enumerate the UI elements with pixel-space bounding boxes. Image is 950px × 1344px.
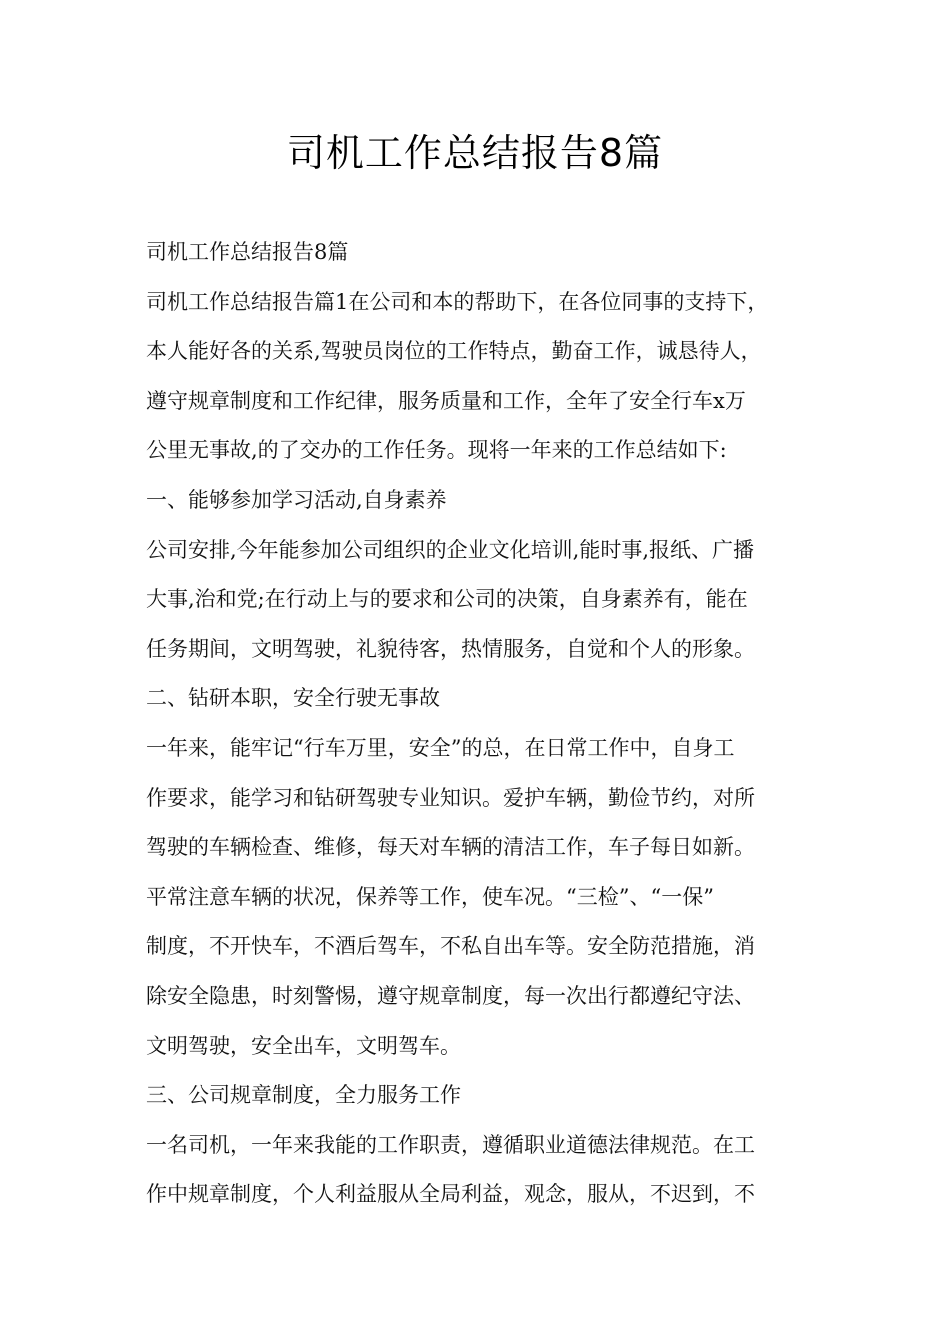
document-body xyxy=(146,228,826,1220)
body-line: 本人能好各的关系,驾驶员岗位的工作特点，勤奋工作，诚恳待人， xyxy=(146,339,762,364)
body-line: 遵守规章制度和工作纪律，服务质量和工作，全年了安全行车x万 xyxy=(146,388,746,413)
body-line: 公里无事故,的了交办的工作任务。现将一年来的工作总结如下: xyxy=(146,438,727,463)
body-line: 制度，不开快车，不酒后驾车，不私自出车等。安全防范措施，消 xyxy=(146,934,755,959)
body-line: 作要求，能学习和钻研驾驶专业知识。爱护车辆，勤俭节约，对所 xyxy=(146,785,755,810)
section-heading: 二、钻研本职，安全行驶无事故 xyxy=(146,686,440,711)
section-heading: 一、能够参加学习活动,自身素养 xyxy=(146,487,447,512)
body-line: 平常注意车辆的状况，保养等工作，使车况。“三检”、“一保” xyxy=(146,884,714,909)
body-line: 驾驶的车辆检查、维修，每天对车辆的清洁工作，车子每日如新。 xyxy=(146,835,755,860)
body-line: 司机工作总结报告8篇 xyxy=(146,240,349,264)
body-line: 司机工作总结报告篇1在公司和本的帮助下，在各位同事的支持下， xyxy=(146,289,769,314)
body-line: 一年来，能牢记“行车万里，安全”的总，在日常工作中，自身工 xyxy=(146,735,735,760)
body-line: 任务期间，文明驾驶，礼貌待客，热情服务，自觉和个人的形象。 xyxy=(146,636,755,661)
body-line: 作中规章制度，个人利益服从全局利益，观念，服从，不迟到，不 xyxy=(146,1182,755,1207)
body-line: 大事,治和党;在行动上与的要求和公司的决策，自身素养有，能在 xyxy=(146,587,748,612)
body-line: 文明驾驶，安全出车，文明驾车。 xyxy=(146,1033,461,1058)
body-line: 公司安排,今年能参加公司组织的企业文化培训,能时事,报纸、广播 xyxy=(146,537,755,562)
section-heading: 三、公司规章制度，全力服务工作 xyxy=(146,1083,461,1108)
document-title: 司机工作总结报告8篇 xyxy=(286,131,664,175)
body-line: 一名司机，一年来我能的工作职责，遵循职业道德法律规范。在工 xyxy=(146,1132,755,1157)
body-line: 除安全隐患，时刻警惕，遵守规章制度，每一次出行都遵纪守法、 xyxy=(146,983,755,1008)
